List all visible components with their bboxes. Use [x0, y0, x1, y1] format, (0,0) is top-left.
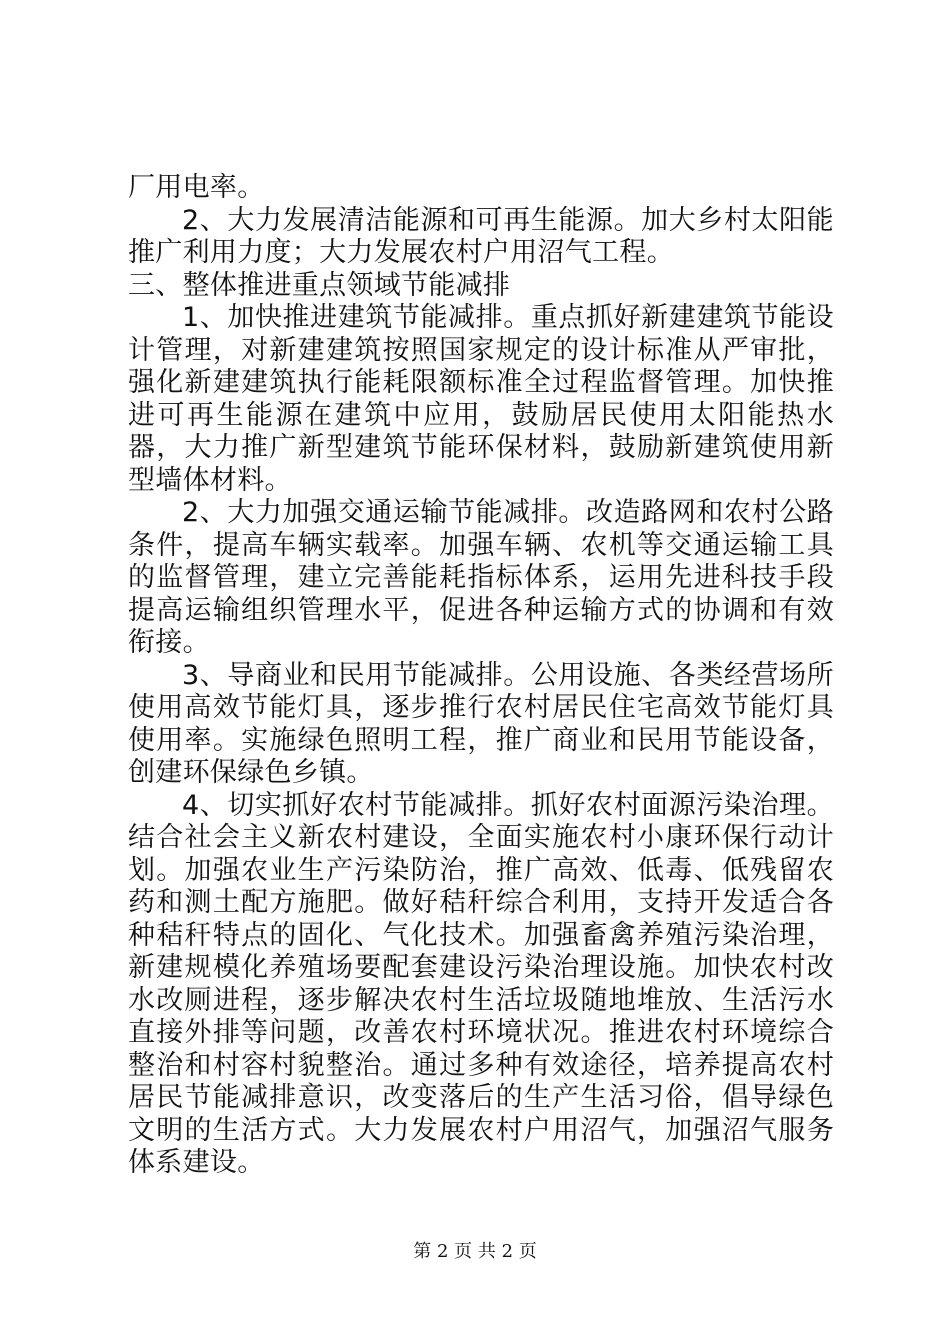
paragraph-continuation: 厂用电率。 [128, 172, 265, 203]
section-heading: 三、整体推进重点领域节能减排 [128, 269, 511, 301]
paragraph-clean-energy: 2、大力发展清洁能源和可再生能源。加大乡村太阳能推广利用力度；大力发展农村户用沼气工程。 [128, 204, 834, 268]
paragraph-transport: 2、大力加强交通运输节能减排。改造路网和农村公路条件，提高车辆实载率。加强车辆、农机等交通运输工具的监督管理，建立完善能耗指标体系，运用先进科技手段提高运输组织管理水平，促进各种运输方式的协调和有效衔接。 [128, 497, 834, 658]
paragraph-rural: 4、切实抓好农村节能减排。抓好农村面源污染治理。结合社会主义新农村建设，全面实施农村小康环保行动计划。加强农业生产污染防治，推广高效、低毒、低残留农药和测土配方施肥。做好秸秆综合利用，支持开发适合各种秸秆特点的固化、气化技术。加强畜禽养殖污染治理，新建规模化养殖场要配套建设污染治理设施。加快农村改水改厕进程，逐步解决农村生活垃圾随地堆放、生活污水直接外排等问题，改善农村环境状况。推进农村环境综合整治和村容村貌整治。通过多种有效途径，培养提高农村居民节能减排意识，改变落后的生产生活习俗，倡导绿色文明的生活方式。大力发展农村户用沼气，加强沼气服务体系建设。 [128, 789, 834, 1178]
document-body [128, 172, 834, 1180]
paragraph-building: 1、加快推进建筑节能减排。重点抓好新建建筑节能设计管理，对新建建筑按照国家规定的设计标准从严审批，强化新建建筑执行能耗限额标准全过程监督管理。加快推进可再生能源在建筑中应用，鼓励居民使用太阳能热水器，大力推广新型建筑节能环保材料，鼓励新建筑使用新型墙体材料。 [128, 302, 834, 496]
page-number-footer: 第 2 页 共 2 页 [413, 1241, 537, 1262]
paragraph-commercial: 3、导商业和民用节能减排。公用设施、各类经营场所使用高效节能灯具，逐步推行农村居民住宅高效节能灯具使用率。实施绿色照明工程，推广商业和民用节能设备，创建环保绿色乡镇。 [128, 659, 834, 788]
